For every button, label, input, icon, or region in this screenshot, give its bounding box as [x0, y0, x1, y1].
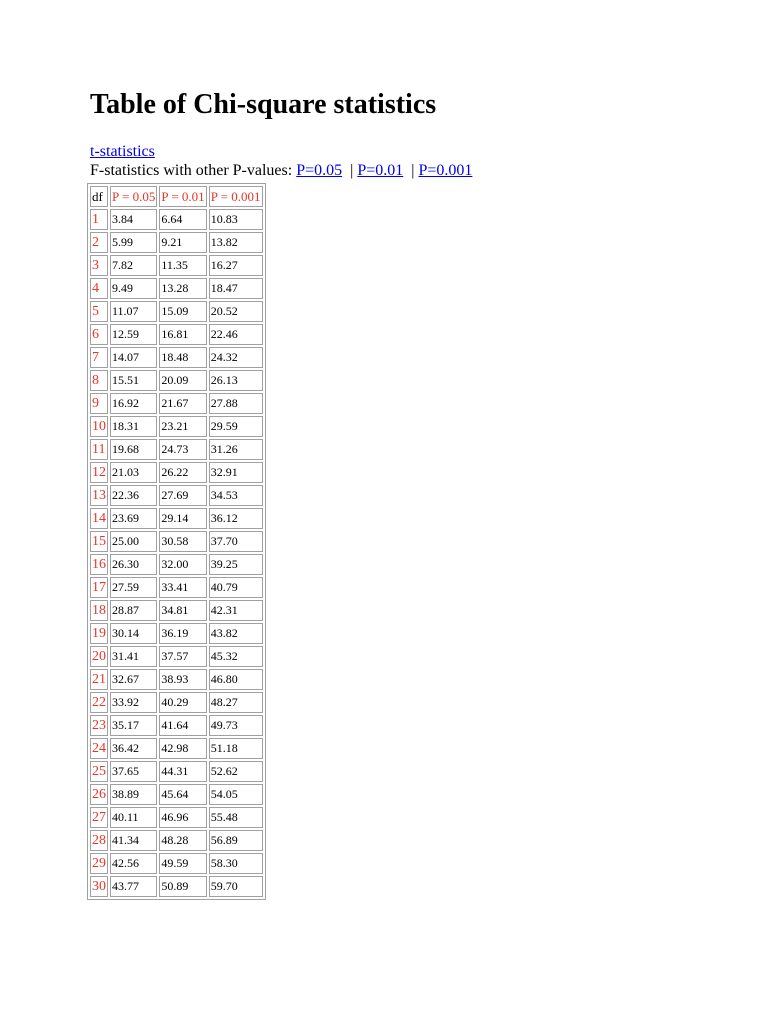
df-cell: 23: [90, 715, 108, 736]
table-body: [90, 209, 263, 897]
p005-cell: 12.59: [110, 324, 157, 345]
table-row: [90, 600, 263, 621]
p0001-cell: 46.80: [209, 669, 263, 690]
table-row: [90, 209, 263, 230]
p001-cell: 16.81: [159, 324, 206, 345]
f-statistics-line: [90, 162, 472, 180]
t-statistics-line: [90, 143, 155, 161]
link-separator: |: [350, 162, 354, 179]
header-p0001: P = 0.001: [209, 186, 263, 207]
p005-cell: 42.56: [110, 853, 157, 874]
df-cell: 17: [90, 577, 108, 598]
p001-cell: 40.29: [159, 692, 206, 713]
p0001-cell: 49.73: [209, 715, 263, 736]
table-row: [90, 393, 263, 414]
p0001-cell: 29.59: [209, 416, 263, 437]
p001-cell: 46.96: [159, 807, 206, 828]
p001-cell: 36.19: [159, 623, 206, 644]
p001-cell: 41.64: [159, 715, 206, 736]
p0001-cell: 24.32: [209, 347, 263, 368]
p005-cell: 9.49: [110, 278, 157, 299]
p005-cell: 14.07: [110, 347, 157, 368]
p0001-cell: 34.53: [209, 485, 263, 506]
table-row: [90, 807, 263, 828]
p0001-cell: 20.52: [209, 301, 263, 322]
df-cell: 22: [90, 692, 108, 713]
p001-cell: 29.14: [159, 508, 206, 529]
f-link-p005[interactable]: P=0.05: [296, 162, 343, 179]
df-cell: 19: [90, 623, 108, 644]
f-link-p0001[interactable]: P=0.001: [418, 162, 473, 179]
df-cell: 6: [90, 324, 108, 345]
p001-cell: 21.67: [159, 393, 206, 414]
p0001-cell: 32.91: [209, 462, 263, 483]
p001-cell: 6.64: [159, 209, 206, 230]
p005-cell: 31.41: [110, 646, 157, 667]
p0001-cell: 51.18: [209, 738, 263, 759]
p005-cell: 23.69: [110, 508, 157, 529]
p005-cell: 36.42: [110, 738, 157, 759]
df-cell: 28: [90, 830, 108, 851]
df-cell: 16: [90, 554, 108, 575]
table-row: [90, 462, 263, 483]
header-p005: P = 0.05: [110, 186, 157, 207]
p005-cell: 11.07: [110, 301, 157, 322]
p005-cell: 43.77: [110, 876, 157, 897]
p001-cell: 24.73: [159, 439, 206, 460]
table-row: [90, 784, 263, 805]
p001-cell: 20.09: [159, 370, 206, 391]
table-row: [90, 669, 263, 690]
p0001-cell: 27.88: [209, 393, 263, 414]
p005-cell: 40.11: [110, 807, 157, 828]
p001-cell: 15.09: [159, 301, 206, 322]
p001-cell: 27.69: [159, 485, 206, 506]
header-df: df: [90, 186, 108, 207]
table-row: [90, 485, 263, 506]
df-cell: 21: [90, 669, 108, 690]
df-cell: 12: [90, 462, 108, 483]
p001-cell: 13.28: [159, 278, 206, 299]
p001-cell: 37.57: [159, 646, 206, 667]
p005-cell: 30.14: [110, 623, 157, 644]
p005-cell: 21.03: [110, 462, 157, 483]
df-cell: 20: [90, 646, 108, 667]
table-row: [90, 876, 263, 897]
df-cell: 4: [90, 278, 108, 299]
p001-cell: 50.89: [159, 876, 206, 897]
page-title: Table of Chi-square statistics: [90, 89, 437, 120]
p005-cell: 25.00: [110, 531, 157, 552]
p0001-cell: 45.32: [209, 646, 263, 667]
p005-cell: 27.59: [110, 577, 157, 598]
table-row: [90, 278, 263, 299]
table-header-row: [90, 186, 263, 207]
table-row: [90, 830, 263, 851]
df-cell: 29: [90, 853, 108, 874]
table-row: [90, 577, 263, 598]
table-row: [90, 324, 263, 345]
p005-cell: 33.92: [110, 692, 157, 713]
table-row: [90, 531, 263, 552]
p001-cell: 30.58: [159, 531, 206, 552]
p001-cell: 32.00: [159, 554, 206, 575]
table-row: [90, 439, 263, 460]
df-cell: 1: [90, 209, 108, 230]
p005-cell: 16.92: [110, 393, 157, 414]
p0001-cell: 39.25: [209, 554, 263, 575]
p001-cell: 23.21: [159, 416, 206, 437]
df-cell: 24: [90, 738, 108, 759]
p0001-cell: 31.26: [209, 439, 263, 460]
p001-cell: 9.21: [159, 232, 206, 253]
p005-cell: 19.68: [110, 439, 157, 460]
p001-cell: 42.98: [159, 738, 206, 759]
df-cell: 10: [90, 416, 108, 437]
table-row: [90, 370, 263, 391]
df-cell: 3: [90, 255, 108, 276]
p0001-cell: 54.05: [209, 784, 263, 805]
link-separator: |: [411, 162, 415, 179]
df-cell: 14: [90, 508, 108, 529]
df-cell: 5: [90, 301, 108, 322]
df-cell: 2: [90, 232, 108, 253]
table-row: [90, 853, 263, 874]
p0001-cell: 48.27: [209, 692, 263, 713]
p001-cell: 11.35: [159, 255, 206, 276]
table-row: [90, 646, 263, 667]
p001-cell: 45.64: [159, 784, 206, 805]
p001-cell: 44.31: [159, 761, 206, 782]
p0001-cell: 16.27: [209, 255, 263, 276]
p0001-cell: 13.82: [209, 232, 263, 253]
p0001-cell: 43.82: [209, 623, 263, 644]
p0001-cell: 52.62: [209, 761, 263, 782]
p001-cell: 33.41: [159, 577, 206, 598]
p005-cell: 5.99: [110, 232, 157, 253]
df-cell: 25: [90, 761, 108, 782]
p0001-cell: 59.70: [209, 876, 263, 897]
f-link-p001[interactable]: P=0.01: [357, 162, 404, 179]
table-row: [90, 554, 263, 575]
table-row: [90, 692, 263, 713]
p001-cell: 26.22: [159, 462, 206, 483]
p005-cell: 41.34: [110, 830, 157, 851]
f-statistics-prefix: F-statistics with other P-values:: [90, 162, 293, 179]
df-cell: 8: [90, 370, 108, 391]
p0001-cell: 18.47: [209, 278, 263, 299]
p0001-cell: 55.48: [209, 807, 263, 828]
p0001-cell: 42.31: [209, 600, 263, 621]
df-cell: 7: [90, 347, 108, 368]
p005-cell: 37.65: [110, 761, 157, 782]
df-cell: 15: [90, 531, 108, 552]
p001-cell: 48.28: [159, 830, 206, 851]
t-statistics-link[interactable]: t-statistics: [90, 143, 155, 160]
p005-cell: 26.30: [110, 554, 157, 575]
p0001-cell: 26.13: [209, 370, 263, 391]
p001-cell: 34.81: [159, 600, 206, 621]
p005-cell: 7.82: [110, 255, 157, 276]
p005-cell: 38.89: [110, 784, 157, 805]
p001-cell: 49.59: [159, 853, 206, 874]
table-row: [90, 255, 263, 276]
df-cell: 13: [90, 485, 108, 506]
p0001-cell: 10.83: [209, 209, 263, 230]
df-cell: 9: [90, 393, 108, 414]
df-cell: 11: [90, 439, 108, 460]
table-row: [90, 301, 263, 322]
table-row: [90, 761, 263, 782]
p0001-cell: 36.12: [209, 508, 263, 529]
chi-square-table: [87, 183, 266, 900]
df-cell: 30: [90, 876, 108, 897]
p0001-cell: 37.70: [209, 531, 263, 552]
table-row: [90, 715, 263, 736]
p005-cell: 32.67: [110, 669, 157, 690]
p005-cell: 18.31: [110, 416, 157, 437]
table-row: [90, 623, 263, 644]
p005-cell: 15.51: [110, 370, 157, 391]
df-cell: 27: [90, 807, 108, 828]
table-row: [90, 347, 263, 368]
p0001-cell: 58.30: [209, 853, 263, 874]
p0001-cell: 40.79: [209, 577, 263, 598]
p001-cell: 38.93: [159, 669, 206, 690]
table-row: [90, 232, 263, 253]
p0001-cell: 56.89: [209, 830, 263, 851]
p005-cell: 35.17: [110, 715, 157, 736]
table-row: [90, 416, 263, 437]
header-p001: P = 0.01: [159, 186, 206, 207]
p005-cell: 3.84: [110, 209, 157, 230]
df-cell: 18: [90, 600, 108, 621]
df-cell: 26: [90, 784, 108, 805]
p005-cell: 28.87: [110, 600, 157, 621]
table-row: [90, 508, 263, 529]
table-row: [90, 738, 263, 759]
p001-cell: 18.48: [159, 347, 206, 368]
p0001-cell: 22.46: [209, 324, 263, 345]
p005-cell: 22.36: [110, 485, 157, 506]
